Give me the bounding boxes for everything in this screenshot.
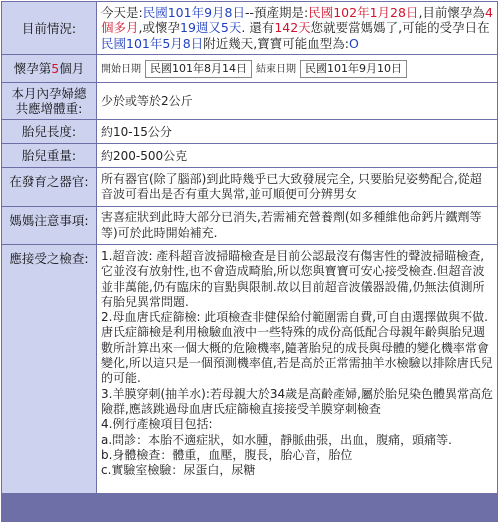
today-date: 民國101年9月8日 <box>142 4 245 20</box>
start-date-value: 民國101年8月14日 <box>145 60 252 78</box>
due-date: 民國102年1月28日 <box>308 4 419 20</box>
current-status-value <box>97 2 497 54</box>
exams-row <box>2 245 497 493</box>
today-prefix: 今天是: <box>101 4 143 20</box>
days-left-prefix: . 還有 <box>241 20 275 36</box>
end-date-value: 民國101年9月10日 <box>300 60 407 78</box>
weight-gain-row <box>2 83 497 119</box>
pregnancy-info-table <box>1 1 498 494</box>
exam-item: b.身體檢查：體重，血壓，腹長，胎心音，胎位 <box>101 447 353 462</box>
blood-type: O <box>348 35 359 51</box>
weeks-count: 19週又5天 <box>180 20 242 36</box>
exam-item: 2.母血唐氏症篩檢: 此項檢查非健保給付範圍需自費,可自由選擇做與不做.唐氏症篩檢是利用檢驗血液中一些特殊的成份高低配合母親年齡與胎兒週數所計算出來一個大概的危險機率,隨著胎兒的成長與母體的變化機率常會變化,所以這只是一個預測機率值,若是高於正常需抽羊水檢驗以排除唐氏兒的可能. <box>101 310 493 386</box>
exam-item: 4.例行產檢項目包括: <box>101 417 213 432</box>
fetal-weight-value: 約200-500公克 <box>97 144 497 167</box>
month-number: 5 <box>51 61 60 76</box>
exam-item: c.實驗室檢驗：尿蛋白，尿糖 <box>101 463 256 478</box>
organs-row <box>2 168 497 206</box>
months-count: 4個多月 <box>101 4 493 36</box>
month-row <box>2 55 497 82</box>
exams-label: 應接受之檢查: <box>2 245 96 493</box>
pregnancy-info-panel <box>1 1 498 522</box>
due-prefix: --預產期是: <box>244 4 309 20</box>
month-dates <box>97 55 497 82</box>
end-date-label: 結束日期 <box>256 63 296 75</box>
pregnant-prefix: ,目前懷孕 <box>418 4 473 20</box>
mother-notes-value: 害喜症狀到此時大部分已消失,若需補充營養劑(如多種維他命鈣片鐵劑等等)可於此時開始補充. <box>97 207 497 244</box>
mother-notes-row <box>2 207 497 244</box>
start-date-label: 開始日期 <box>101 63 141 75</box>
current-status-label: 目前情況: <box>2 2 96 54</box>
exam-item: 3.羊膜穿刺(抽羊水):若母親大於34歲是高齡產婦,屬於胎兒染色體異常高危險群,應該跳過母血唐氏症篩檢直接接受羊膜穿刺檢查 <box>101 386 493 416</box>
month-label-prefix: 懷孕第 <box>13 61 52 76</box>
months-prefix: 為 <box>472 4 485 20</box>
organs-label: 在發育之器官: <box>2 168 96 206</box>
weight-gain-value: 少於或等於2公斤 <box>97 83 497 119</box>
fetal-weight-label: 胎兒重量: <box>2 144 96 167</box>
organs-value: 所有器官(除了腦部)到此時幾乎已大致發展完全, 只要胎兒姿勢配合,從超音波可看出是否有重大異常,並可順便可分辨男女 <box>97 168 497 206</box>
days-left: 142天 <box>274 20 311 36</box>
month-label <box>2 55 96 82</box>
current-status-row <box>2 2 497 54</box>
exam-item: 1.超音波: 產科超音波掃瞄檢查是目前公認最沒有傷害性的聲波掃瞄檢查,它並沒有放射性,也不會造成畸胎,所以您與寶寶可安心接受檢查.但超音波並非萬能,仍有臨床的盲點與限制.故以目前超音波儀器設備,仍無法偵測所有胎兒異常問題. <box>101 249 485 309</box>
blood-prefix: 附近幾天,寶寶可能血型為: <box>203 35 349 51</box>
fetal-length-value: 約10-15公分 <box>97 120 497 143</box>
exams-value <box>97 245 497 493</box>
fetal-weight-row <box>2 144 497 167</box>
fetal-length-label: 胎兒長度: <box>2 120 96 143</box>
month-label-suffix: 個月 <box>59 61 85 76</box>
exam-item: a.問診：本胎不適症狀，如水腫，靜脈曲張，出血，腹痛，頭痛等. <box>101 432 452 447</box>
mother-notes-label: 媽媽注意事項: <box>2 207 96 244</box>
fetal-length-row <box>2 120 497 143</box>
weeks-prefix: ,或懷孕 <box>138 20 180 36</box>
conception-date: 民國101年5月8日 <box>101 35 204 51</box>
conception-prefix: 您就要當媽媽了,可能的受孕日在 <box>310 20 490 36</box>
weight-gain-label: 本月內孕婦總共應增體重: <box>2 83 96 119</box>
